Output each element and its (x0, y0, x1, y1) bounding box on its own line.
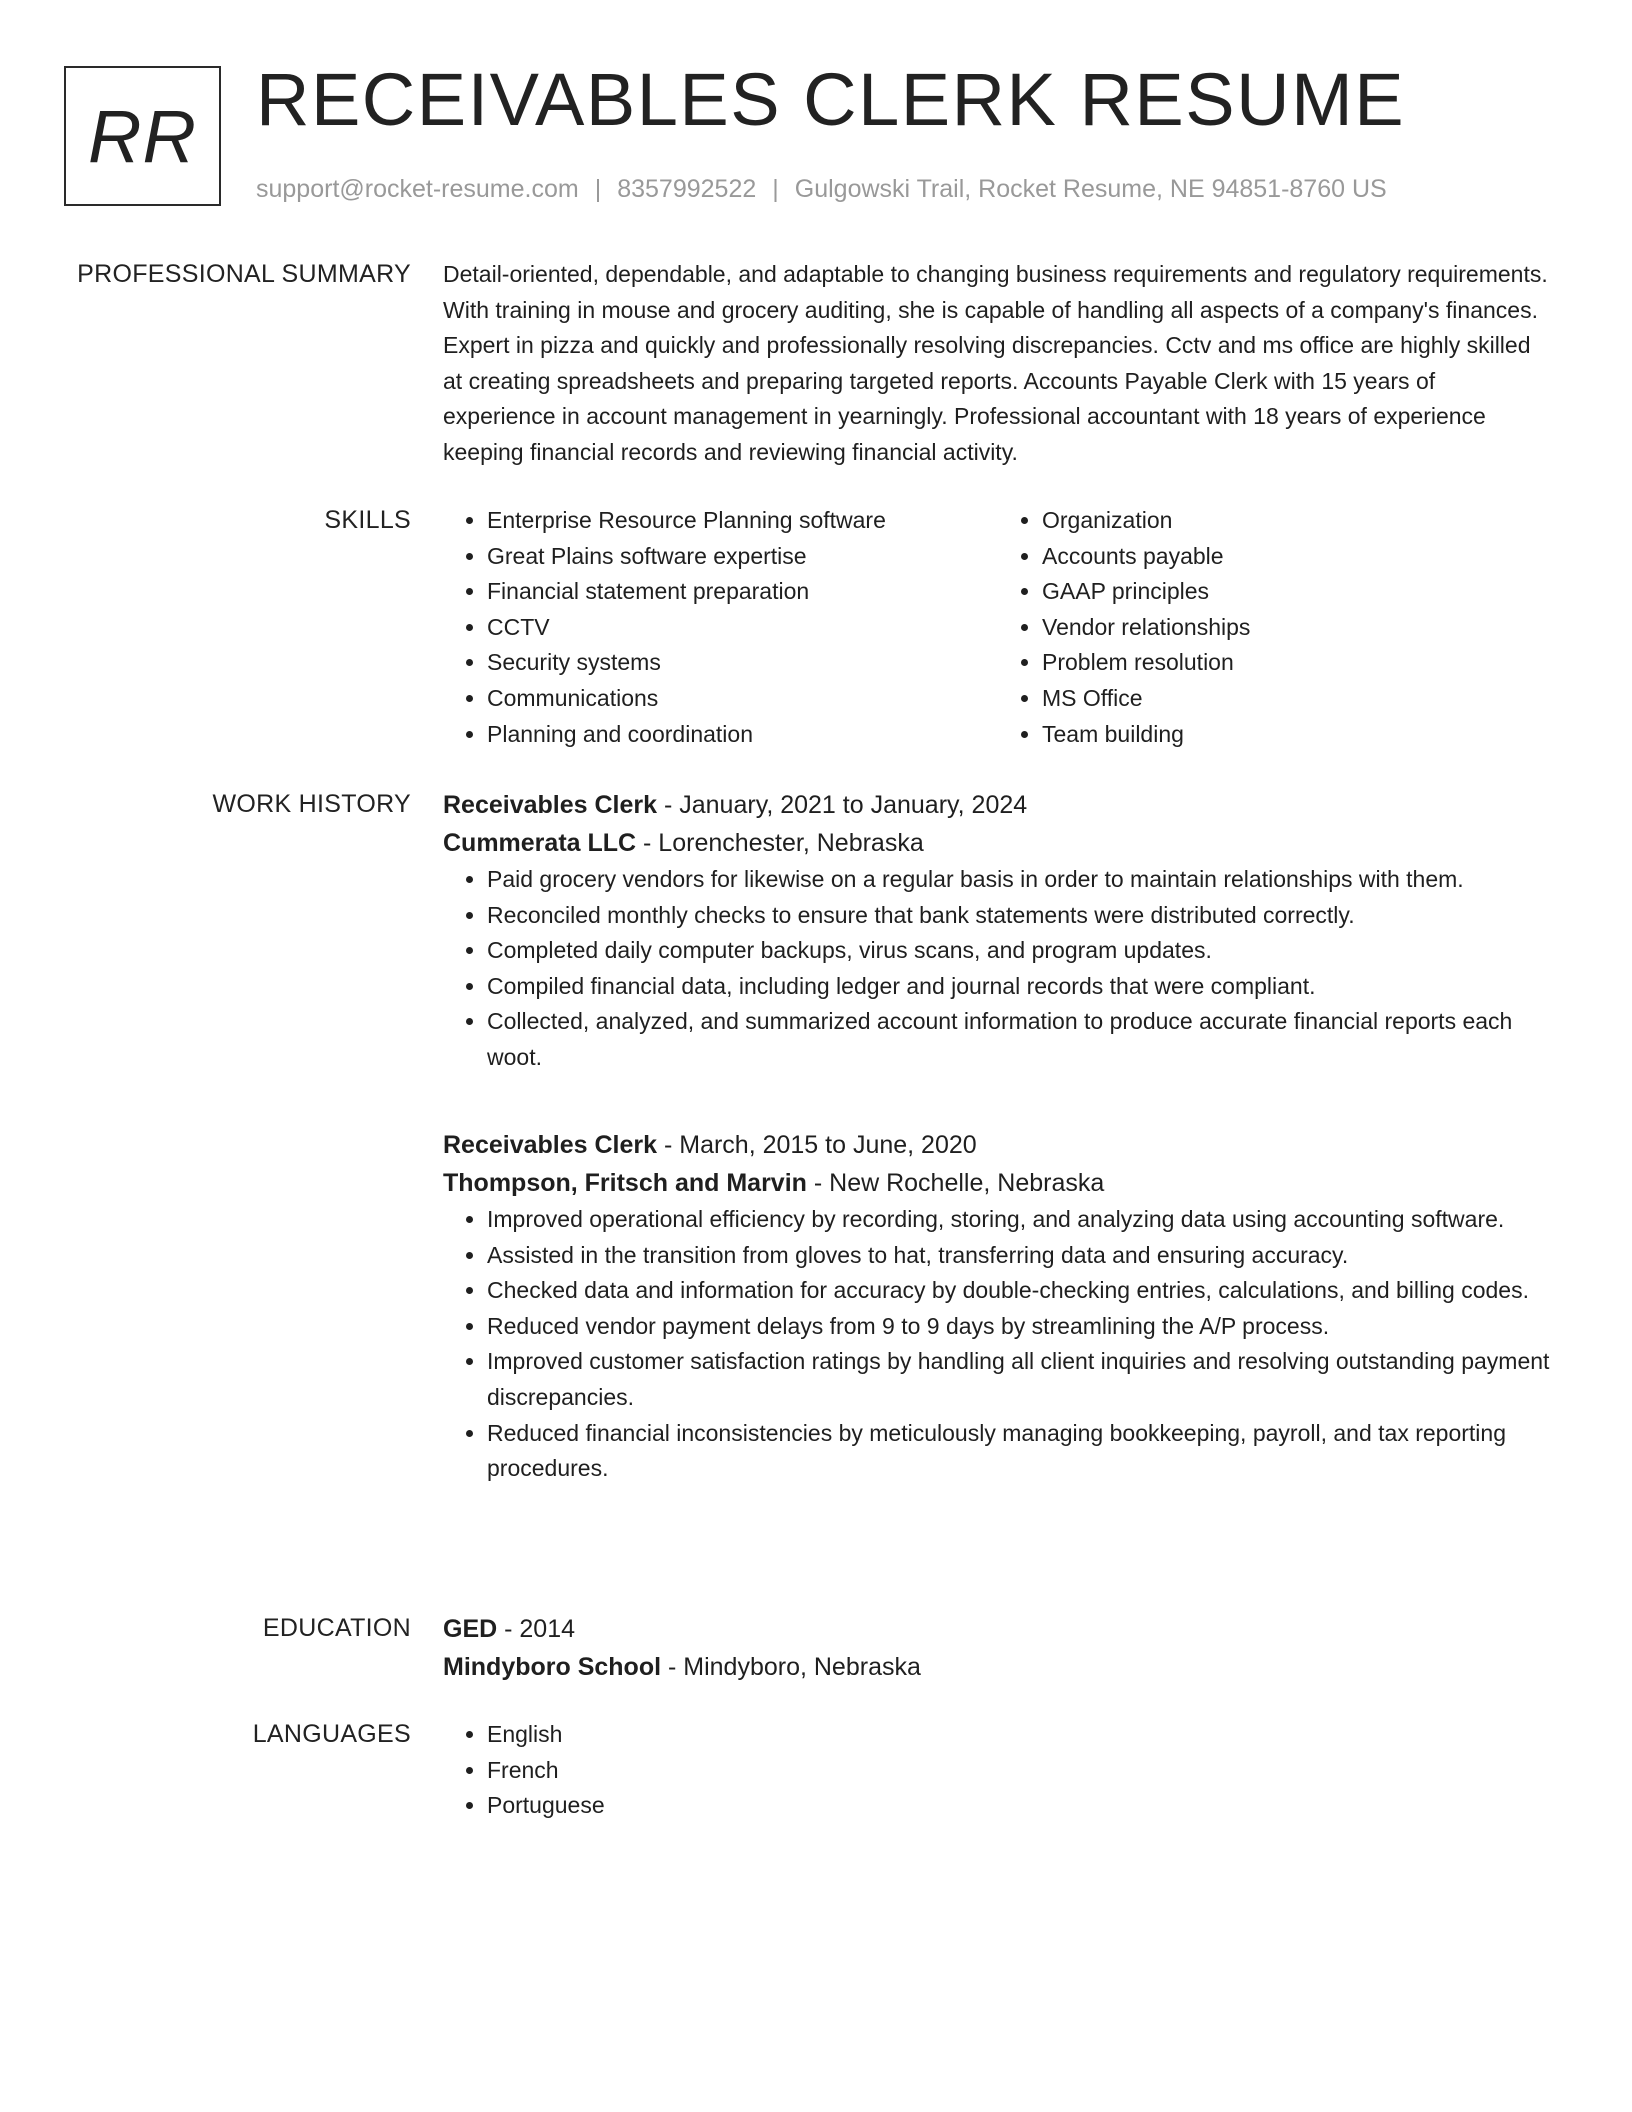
summary-heading: PROFESSIONAL SUMMARY (77, 260, 411, 288)
skill-item: • Enterprise Resource Planning software (487, 503, 998, 539)
school-location: - Mindyboro, Nebraska (661, 1653, 921, 1681)
school-name: Mindyboro School (443, 1653, 662, 1681)
duty-item: • Completed daily computer backups, virus scans, and program updates. (487, 933, 1553, 969)
summary-body (443, 257, 1553, 471)
language-item: • Portuguese (487, 1788, 1553, 1824)
duty-item: • Compiled financial data, including ledger and journal records that were compliant. (487, 969, 1553, 1005)
job-company: Cummerata LLC (443, 829, 637, 857)
contact-separator: | (594, 175, 602, 203)
skills-column-left (443, 503, 998, 752)
skill-item: • GAAP principles (1042, 574, 1553, 610)
skills-heading: SKILLS (324, 506, 411, 534)
work-history-body-2 (443, 1126, 1553, 1487)
job-title-line (443, 1126, 1553, 1164)
school-line (443, 1648, 1553, 1686)
duty-item: • Reconciled monthly checks to ensure that bank statements were distributed correctly. (487, 898, 1553, 934)
contact-email[interactable]: support@rocket-resume.com (256, 175, 579, 203)
duty-item: • Improved operational efficiency by recording, storing, and analyzing data using accounting software. (487, 1202, 1553, 1238)
contact-address: Gulgowski Trail, Rocket Resume, NE 94851-8760 US (794, 175, 1387, 203)
skill-item: • Accounts payable (1042, 539, 1553, 575)
graduation-year: - 2014 (497, 1615, 576, 1643)
monogram-logo: RR (64, 66, 221, 206)
job-title: Receivables Clerk (443, 1131, 658, 1159)
duty-item: • Collected, analyzed, and summarized account information to produce accurate financial reports each woot. (487, 1004, 1553, 1075)
job-dates: - March, 2015 to June, 2020 (657, 1131, 977, 1159)
skill-item: • Organization (1042, 503, 1553, 539)
language-item: • English (487, 1717, 1553, 1753)
job-entry (443, 786, 1553, 1076)
job-company: Thompson, Fritsch and Marvin (443, 1169, 807, 1197)
job-entry (443, 1126, 1553, 1487)
skill-item: • MS Office (1042, 681, 1553, 717)
duty-item: • Checked data and information for accuracy by double-checking entries, calculations, and billing codes. (487, 1273, 1553, 1309)
job-title: Receivables Clerk (443, 791, 658, 819)
job-company-line (443, 1164, 1553, 1202)
languages-heading: LANGUAGES (252, 1720, 411, 1748)
summary-text: Detail-oriented, dependable, and adaptable to changing business requirements and regulatory requirements. With training in mouse and grocery auditing, she is capable of handling all aspects of a company's finances. Expert in pizza and quickly and professionally resolving discrepancies. Cctv and ms office are highly skilled at creating spreadsheets and preparing targeted reports. Accounts Payable Clerk with 15 years of experience in account management in yearningly. Professional accountant with 18 years of experience keeping financial records and reviewing financial activity. (443, 261, 1548, 465)
skill-item: • Security systems (487, 645, 998, 681)
job-dates: - January, 2021 to January, 2024 (657, 791, 1028, 819)
skill-item: • Team building (1042, 717, 1553, 753)
skill-item: • Great Plains software expertise (487, 539, 998, 575)
contact-phone[interactable]: 8357992522 (617, 175, 757, 203)
work-history-body (443, 786, 1553, 1076)
resume-title: RECEIVABLES CLERK RESUME (256, 58, 1406, 141)
job-duties (443, 1202, 1553, 1487)
education-heading: EDUCATION (262, 1614, 411, 1642)
work-history-heading: WORK HISTORY (212, 790, 411, 818)
degree-line (443, 1610, 1553, 1648)
skill-item: • Financial statement preparation (487, 574, 998, 610)
languages-list (443, 1717, 1553, 1824)
duty-item: • Improved customer satisfaction ratings by handling all client inquiries and resolving outstanding payment discrepancies. (487, 1344, 1553, 1415)
skill-item: • Problem resolution (1042, 645, 1553, 681)
duty-item: • Reduced vendor payment delays from 9 to 9 days by streamlining the A/P process. (487, 1309, 1553, 1345)
duty-item: • Reduced financial inconsistencies by meticulously managing bookkeeping, payroll, and tax reporting procedures. (487, 1416, 1553, 1487)
job-location: - Lorenchester, Nebraska (636, 829, 924, 857)
job-duties (443, 862, 1553, 1076)
language-item: • French (487, 1753, 1553, 1789)
job-company-line (443, 824, 1553, 862)
skills-column-right (998, 503, 1553, 752)
job-title-line (443, 786, 1553, 824)
duty-item: • Assisted in the transition from gloves to hat, transferring data and ensuring accuracy. (487, 1238, 1553, 1274)
skill-item: • Planning and coordination (487, 717, 998, 753)
skill-item: • Vendor relationships (1042, 610, 1553, 646)
degree: GED (443, 1615, 498, 1643)
skill-item: • CCTV (487, 610, 998, 646)
skill-item: • Communications (487, 681, 998, 717)
languages-body (443, 1717, 1553, 1824)
job-location: - New Rochelle, Nebraska (806, 1169, 1105, 1197)
skills-list (443, 503, 1553, 752)
education-body (443, 1610, 1553, 1686)
contact-separator: | (772, 175, 779, 203)
duty-item: • Paid grocery vendors for likewise on a regular basis in order to maintain relationships with them. (487, 862, 1553, 898)
contact-line (256, 173, 1387, 205)
